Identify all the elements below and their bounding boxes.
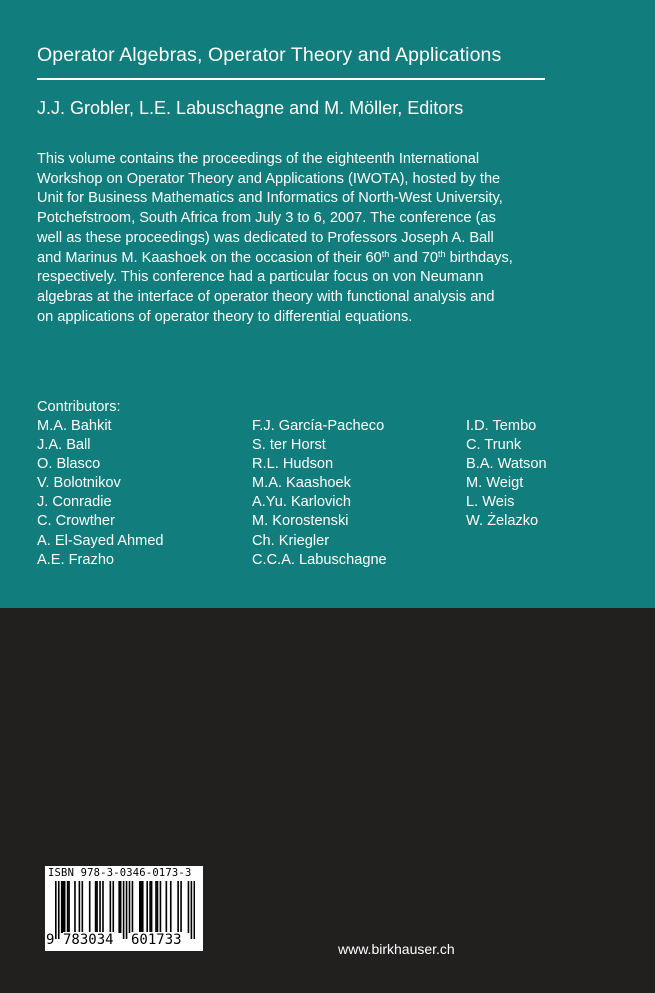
contributor-name: L. Weis bbox=[466, 494, 515, 511]
barcode-bar bbox=[155, 881, 157, 933]
barcode-bar bbox=[67, 881, 69, 933]
barcode-bar bbox=[61, 881, 63, 933]
blurb-line: well as these proceedings) was dedicated to Professors Joseph A. Ball bbox=[37, 229, 494, 246]
barcode-bar bbox=[142, 881, 144, 933]
barcode-bar bbox=[96, 881, 98, 933]
contributor-name: J. Conradie bbox=[37, 494, 112, 511]
barcode-bar bbox=[140, 881, 142, 933]
blurb-line: This volume contains the proceedings of the eighteenth International bbox=[37, 151, 480, 167]
contributor-name: M. Weigt bbox=[466, 475, 524, 492]
blurb-line: on applications of operator theory to differential equations. bbox=[37, 308, 413, 325]
barcode-bar bbox=[157, 881, 159, 933]
title-divider bbox=[37, 78, 545, 80]
barcode-bar bbox=[151, 881, 153, 933]
barcode-bar bbox=[166, 881, 168, 933]
contributor-name: R.L. Hudson bbox=[252, 456, 334, 473]
ean-right-group: 601733 bbox=[131, 932, 182, 948]
editors-line: J.J. Grobler, L.E. Labuschagne and M. Möller, Editors bbox=[37, 98, 464, 118]
blurb-text: birthdays, bbox=[445, 249, 513, 266]
isbn-text: ISBN 978-3-0346-0173-3 bbox=[48, 867, 192, 879]
contributor-name: A.E. Frazho bbox=[37, 551, 115, 568]
barcode-bar bbox=[194, 881, 195, 939]
barcode-bar bbox=[82, 881, 84, 933]
contributor-name: B.A. Watson bbox=[466, 456, 547, 473]
barcode-bar bbox=[129, 881, 131, 933]
contributors-column-3 bbox=[466, 417, 547, 532]
ordinal-suffix: th bbox=[438, 248, 446, 259]
barcode-bar bbox=[126, 881, 128, 939]
description-blurb bbox=[37, 150, 557, 327]
contributor-name: A.Yu. Karlovich bbox=[252, 494, 351, 511]
contributor-name: M.A. Bahkit bbox=[37, 418, 112, 434]
series-title: Operator Algebras, Operator Theory and Applications bbox=[37, 44, 502, 66]
barcode-bar bbox=[58, 881, 60, 939]
contributor-name: S. ter Horst bbox=[252, 437, 326, 454]
barcode-bar bbox=[139, 881, 141, 933]
barcode-bar bbox=[102, 881, 104, 933]
barcode-bar bbox=[62, 881, 64, 933]
blurb-line: Potchefstroom, South Africa from July 3 to 6, 2007. The conference (as bbox=[37, 210, 496, 227]
barcode-bar bbox=[112, 881, 114, 933]
barcode-bar bbox=[120, 881, 122, 933]
ean-first-digit: 9 bbox=[46, 932, 55, 948]
barcode-bar bbox=[160, 881, 162, 933]
contributor-name: A. El-Sayed Ahmed bbox=[37, 532, 164, 549]
barcode-bar bbox=[89, 881, 91, 933]
barcode-bar bbox=[123, 881, 125, 939]
blurb-text: and Marinus M. Kaashoek on the occasion of their 60 bbox=[37, 249, 382, 266]
contributors-column-2 bbox=[252, 417, 387, 570]
barcode-bar bbox=[68, 881, 70, 933]
barcode-bar bbox=[146, 881, 148, 933]
barcode-bar bbox=[118, 881, 120, 933]
publisher-url: www.birkhauser.ch bbox=[338, 941, 455, 957]
contributor-name: M. Korostenski bbox=[252, 513, 349, 530]
barcode-bar bbox=[177, 881, 179, 933]
blurb-line: Unit for Business Mathematics and Informatics of North-West University, bbox=[37, 190, 503, 207]
barcode-bar bbox=[191, 881, 193, 939]
blurb-text: and 70 bbox=[389, 249, 438, 266]
contributor-name: O. Blasco bbox=[37, 456, 101, 473]
barcode-bars-icon bbox=[55, 881, 195, 939]
contributors-column-1 bbox=[37, 417, 164, 570]
barcode-bar bbox=[74, 881, 76, 933]
barcode-bar bbox=[180, 881, 182, 933]
blurb-line bbox=[37, 249, 557, 269]
barcode-bar bbox=[55, 881, 57, 939]
blurb-line: respectively. This conference had a particular focus on von Neumann bbox=[37, 269, 484, 286]
contributor-name: Ch. Kriegler bbox=[252, 532, 330, 549]
ean-left-group: 783034 bbox=[63, 932, 114, 948]
barcode-bar bbox=[95, 881, 97, 933]
contributor-name: M.A. Kaashoek bbox=[252, 475, 351, 492]
blurb-line: Workshop on Operator Theory and Applications (IWOTA), hosted by the bbox=[37, 170, 501, 187]
contributor-name: C. Trunk bbox=[466, 437, 522, 454]
contributor-name: C. Crowther bbox=[37, 513, 115, 530]
barcode-bar bbox=[132, 881, 134, 933]
barcode-bar bbox=[64, 881, 66, 933]
ordinal-suffix: th bbox=[381, 248, 390, 259]
contributor-name: V. Bolotnikov bbox=[37, 475, 121, 492]
isbn-barcode bbox=[45, 866, 203, 951]
blurb-line: algebras at the interface of operator theory with functional analysis and bbox=[37, 288, 495, 305]
contributor-name: F.J. García-Pacheco bbox=[252, 418, 385, 434]
contributor-name: J.A. Ball bbox=[37, 437, 91, 454]
barcode-bar bbox=[149, 881, 151, 933]
barcode-bar bbox=[188, 881, 190, 933]
barcode-bar bbox=[110, 881, 112, 933]
barcode-bar bbox=[170, 881, 172, 933]
contributor-name: I.D. Tembo bbox=[466, 418, 537, 434]
barcode-bar bbox=[99, 881, 101, 933]
contributor-name: W. Żelazko bbox=[466, 513, 539, 530]
contributors-heading: Contributors: bbox=[37, 399, 121, 415]
contributor-name: C.C.A. Labuschagne bbox=[252, 551, 387, 568]
barcode-bar bbox=[79, 881, 81, 933]
